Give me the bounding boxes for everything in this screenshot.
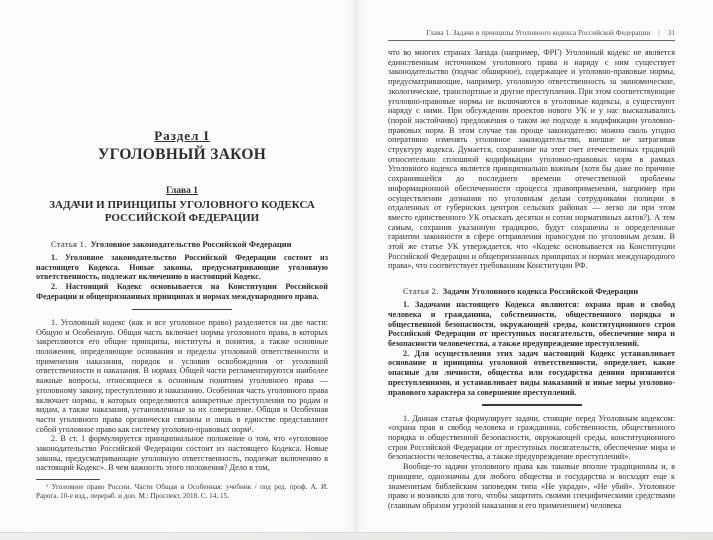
commentary-divider <box>482 404 582 405</box>
chapter-title: ЗАДАЧИ И ПРИНЦИПЫ УГОЛОВНОГО КОДЕКСА РОССИЙСКОЙ ФЕДЕРАЦИИ <box>49 199 315 224</box>
article-2-label: Статья 2. <box>403 286 439 297</box>
article-2-heading <box>388 286 675 296</box>
left-page <box>0 0 358 533</box>
book-bottom-edge <box>0 532 713 540</box>
article-2-paragraph: 2. Для осуществления этих задач настоящий Кодекс устанавливает основание и принципы уголовной ответственности, определяет, какие опасные для личности, общества или государства деяния признаются преступлениями, и устанавливает виды наказаний и иные меры уголовно-правового характера за совершение преступлений. <box>388 348 675 397</box>
article-2-paragraph: 1. Задачами настоящего Кодекса являются: охрана прав и свобод человека и гражданина, собственности, общественного порядка и общественной безопасности, окружающей среды, конституционного строя Российской Федерации от преступных посягательств, обеспечение мира и безопасности человечества, а также предупреждение преступлений. <box>388 300 675 348</box>
article-1-title: Уголовное законодательство Российской Федерации <box>90 239 292 249</box>
running-header-separator: | <box>658 28 660 37</box>
footnote: ¹ Уголовное право России. Части Общая и Особенная: учебник / под ред. проф. А. И. Рарога. 10-е изд., перераб. и доп. М.: Проспект, 2018. С. 14, 15. <box>36 483 328 500</box>
article-2-text <box>388 300 675 397</box>
article-1-paragraph: 1. Уголовное законодательство Российской Федерации состоит из настоящего Кодекса. Новые законы, предусматривающие уголовную ответственность, подлежат включению в настоящий Кодекс. <box>36 253 328 282</box>
article-1-text <box>36 253 328 302</box>
article-2-commentary <box>388 414 675 511</box>
commentary-paragraph: что во многих странах Запада (например, ФРГ) Уголовный кодекс не является единственным источником уголовного права и наряду с ним существует законодательство (подчас обширное), содержащее и уголовно-правовые нормы, предусматривающие, например, уголовную ответственность за экономические, экологические, транспортные и другие преступления. При этом соответствующие уголовно-правовые нормы не включаются в уголовные кодексы, а существуют наряду с ними. При обсуждении проектов нового УК и у нас высказывались (порой настойчиво) предложения о таком же подходе к кодификации уголовно-правовых норм. В этом случае так проще законодателю: можно сколь угодно оперативно изменять уголовное законодательство, внешне не затрагивая структуру кодекса. Думается, сохранение на этот счет отечественных традиций относительно сплошной кодификации уголовно-правовых норм в рамках Уголовного кодекса является принципиально важным (хотя бы даже по причине сохранившейся до последнего времени отечественной проблемы информационной обеспеченности процесса правоприменения, например при осуществлении дознания по уголовным делам сотрудниками полиции в отдаленных от губернских центров сельских районах — легко ли при этом вместо единственного УК отыскать десятки и сотни нормативных актов?). А тем самым, сохранив указанную традицию, будут сохранены и определенные гарантии законности в сфере отправления правосудия по уголовным делам. В этой же статье УК утверждается, что «Кодекс основывается на Конституции Российской Федерации и общепризнанных принципах и нормах международного права», что соответствует требованиям Конституции РФ. <box>388 48 675 271</box>
section-title: УГОЛОВНЫЙ ЗАКОН <box>97 146 267 163</box>
chapter-label: Глава 1 <box>165 186 199 196</box>
article-1-paragraph: 2. Настоящий Кодекс основывается на Конституции Российской Федерации и общепризнанных принципах и нормах международного права. <box>36 282 328 301</box>
commentary-paragraph: 2. В ст. 1 формулируется принципиальное положение о том, что «уголовное законодательство Российской Федерации состоит из настоящего Кодекса. Новые законы, предусматривающие уголовную ответственность, подлежат включению в настоящий Кодекс». В чем важность этого положения? Дело в том, <box>36 434 328 473</box>
commentary-paragraph: 1. Данная статья формулирует задачи, стоящие перед Уголовным кодексом: «охрана прав и свобод человека и гражданина, собственности, общественного порядка и общественной безопасности, окружающей среды, конституционного строя Российской Федерации от преступных посягательств, обеспечение мира и безопасности человечества, а также предупреждение преступлений». <box>388 413 675 462</box>
right-page <box>358 0 713 533</box>
running-header-rule <box>388 40 675 41</box>
commentary-paragraph: 1. Уголовный кодекс (как и все уголовное право) разделяется на две части: Общую и Особенную. Общая часть включает нормы уголовного права, в которых закрепляются его общие принципы, институты и понятия, а также основные положения, определяющие основания и пределы уголовной ответственности и применения наказания, порядок и условия освобождения от уголовной ответственности и наказания. В нормах Общей части регламентируются наиболее важные вопросы, относящиеся к основным понятиям уголовного права — уголовному закону, преступлению и наказанию. Особенная часть уголовного права включает нормы, в которых определяются конкретные преступления по родам и видам, а также наказания, установленные за их совершение. Общая и Особенная части уголовного права органически связаны и лишь в единстве представляют собой уголовное право как систему уголовно-правовых норм¹. <box>36 317 328 434</box>
running-header <box>388 28 675 37</box>
section-label: Раздел I <box>154 128 210 143</box>
commentary-paragraph: Вообще-то задачи уголовного права как таковые вполне традиционны и, в принципе, однозначны для любого общества и государства и восходят еще к знаменитым библейским заповедям типа «Не укради», «Не убий». Уголовное право и возникло для того, чтобы защитить своими специфическими средствами (главным образом угрозой наказания и его применением) человека <box>388 462 675 510</box>
article-1-commentary <box>36 318 328 473</box>
commentary-divider <box>132 309 232 310</box>
running-header-title: Глава 1. Задачи и принципы Уголовного кодекса Российской Федерации <box>426 28 651 37</box>
article-1-heading <box>36 239 328 249</box>
article-2-title: Задачи Уголовного кодекса Российской Федерации <box>442 286 639 297</box>
footnote-rule <box>36 479 100 480</box>
article-1-label: Статья 1. <box>51 239 87 249</box>
page-number: 31 <box>667 28 675 37</box>
continued-commentary <box>388 48 675 271</box>
